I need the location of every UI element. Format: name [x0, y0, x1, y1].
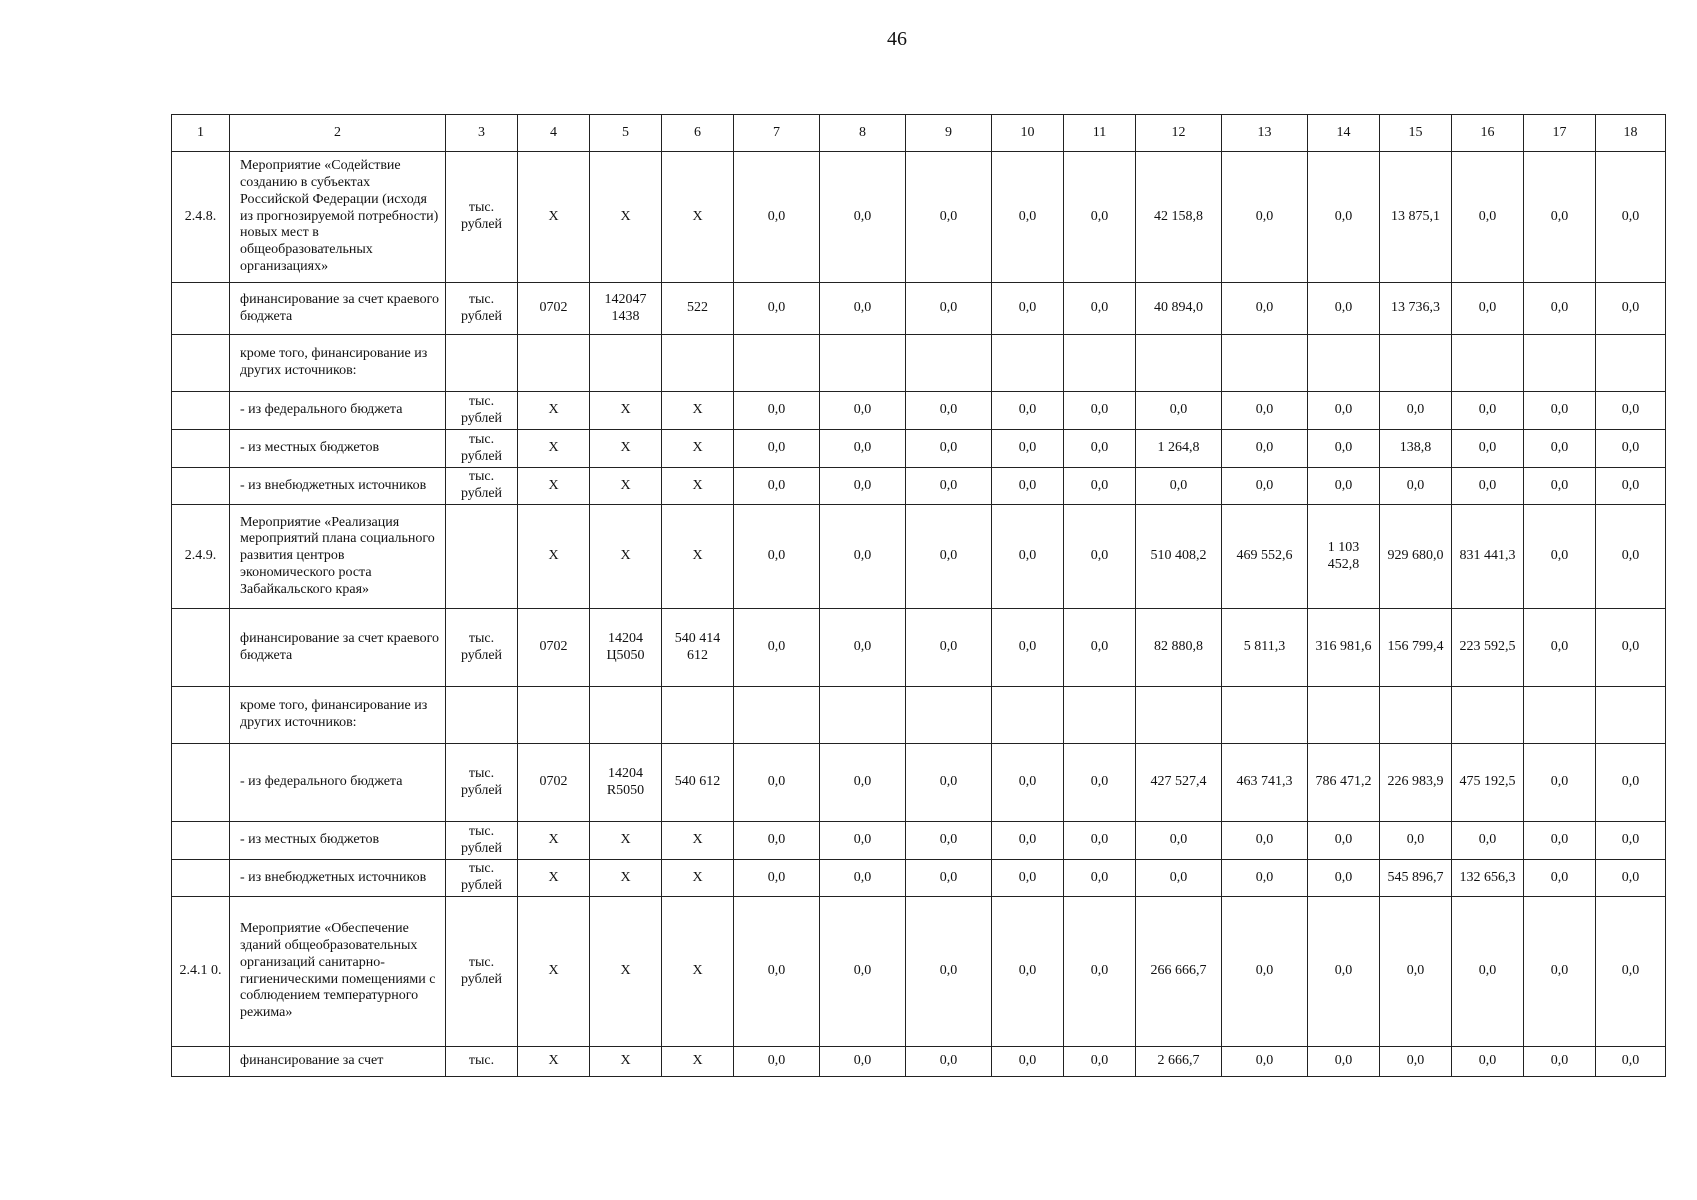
table-cell: 0,0 [1524, 609, 1596, 687]
table-cell: Х [590, 822, 662, 860]
table-cell: 0,0 [1524, 822, 1596, 860]
row-number-cell [172, 744, 230, 822]
table-cell: Х [518, 897, 590, 1047]
table-cell: 0,0 [820, 860, 906, 897]
row-name-cell: Мероприятие «Обеспечение зданий общеобразовательных организаций санитарно-гигиеническими помещениями с соблюдением температурного режима» [230, 897, 446, 1047]
table-cell: Х [518, 430, 590, 468]
table-cell [1524, 335, 1596, 392]
table-cell: 0,0 [820, 283, 906, 335]
table-cell [1452, 687, 1524, 744]
table-cell: 13 875,1 [1380, 152, 1452, 283]
row-name-cell: финансирование за счет краевого бюджета [230, 283, 446, 335]
table-cell: 0,0 [820, 822, 906, 860]
table-cell [992, 687, 1064, 744]
row-number-cell [172, 283, 230, 335]
table-row [172, 744, 1666, 822]
table-cell: 0,0 [906, 505, 992, 609]
table-cell [992, 335, 1064, 392]
budget-table [171, 114, 1666, 1077]
table-cell: 0,0 [906, 822, 992, 860]
table-cell: Х [590, 897, 662, 1047]
table-cell: 0,0 [1380, 392, 1452, 430]
table-cell: тыс. рублей [446, 897, 518, 1047]
table-cell: 42 158,8 [1136, 152, 1222, 283]
table-cell: 0,0 [1380, 1047, 1452, 1077]
table-cell: 0,0 [1596, 152, 1666, 283]
row-number-cell: 2.4.9. [172, 505, 230, 609]
table-cell: 266 666,7 [1136, 897, 1222, 1047]
table-cell: 0,0 [734, 468, 820, 505]
table-cell: 0,0 [992, 744, 1064, 822]
table-cell: 475 192,5 [1452, 744, 1524, 822]
table-cell: 0,0 [1064, 609, 1136, 687]
table-cell [1222, 687, 1308, 744]
table-cell: 0,0 [1308, 860, 1380, 897]
table-cell [1064, 335, 1136, 392]
table-cell: 0,0 [992, 283, 1064, 335]
table-cell: 522 [662, 283, 734, 335]
table-cell: 0,0 [992, 860, 1064, 897]
table-cell: 0,0 [1452, 392, 1524, 430]
table-cell [820, 335, 906, 392]
table-cell: 0,0 [1222, 860, 1308, 897]
table-cell [518, 687, 590, 744]
table-cell: 0,0 [1136, 392, 1222, 430]
table-cell: 0,0 [906, 609, 992, 687]
table-cell: 156 799,4 [1380, 609, 1452, 687]
table-cell: 0,0 [1596, 430, 1666, 468]
table-cell: 0,0 [1308, 430, 1380, 468]
table-cell: 0702 [518, 283, 590, 335]
table-cell: Х [590, 392, 662, 430]
table-cell: 540 612 [662, 744, 734, 822]
header-cell: 4 [518, 115, 590, 152]
table-cell: 510 408,2 [1136, 505, 1222, 609]
table-cell: 0,0 [734, 609, 820, 687]
table-cell [1136, 335, 1222, 392]
row-number-cell [172, 1047, 230, 1077]
table-cell: тыс. рублей [446, 822, 518, 860]
header-cell: 11 [1064, 115, 1136, 152]
table-cell: 0,0 [1596, 609, 1666, 687]
table-cell: 226 983,9 [1380, 744, 1452, 822]
header-cell: 2 [230, 115, 446, 152]
table-cell: 0,0 [906, 392, 992, 430]
row-name-cell: Мероприятие «Содействие созданию в субъектах Российской Федерации (исходя из прогнозируемой потребности) новых мест в общеобразовательных организациях» [230, 152, 446, 283]
table-cell: 0,0 [734, 430, 820, 468]
table-cell: 0,0 [992, 1047, 1064, 1077]
table-cell: 0,0 [1222, 822, 1308, 860]
row-number-cell [172, 860, 230, 897]
table-cell: 0,0 [992, 468, 1064, 505]
table-cell [446, 335, 518, 392]
table-cell: 0,0 [1064, 152, 1136, 283]
row-name-cell: - из внебюджетных источников [230, 860, 446, 897]
table-cell: Х [518, 1047, 590, 1077]
table-cell: 316 981,6 [1308, 609, 1380, 687]
table-cell: 0,0 [1380, 897, 1452, 1047]
table-cell: 0,0 [906, 430, 992, 468]
table-cell: 0,0 [820, 430, 906, 468]
table-cell: 0,0 [1064, 505, 1136, 609]
table-cell [590, 687, 662, 744]
table-cell: 0,0 [820, 609, 906, 687]
table-cell: 0,0 [1136, 860, 1222, 897]
header-cell: 1 [172, 115, 230, 152]
table-cell: 0,0 [992, 152, 1064, 283]
table-row [172, 1047, 1666, 1077]
table-cell: 0,0 [1380, 468, 1452, 505]
table-cell: Х [518, 822, 590, 860]
table-cell: тыс. рублей [446, 283, 518, 335]
table-cell: Х [590, 505, 662, 609]
table-cell: 0,0 [1064, 1047, 1136, 1077]
table-cell: 0,0 [1308, 283, 1380, 335]
table-cell: 0,0 [1596, 468, 1666, 505]
table-cell: 0,0 [820, 392, 906, 430]
table-cell: 40 894,0 [1136, 283, 1222, 335]
table-cell [662, 335, 734, 392]
header-cell: 16 [1452, 115, 1524, 152]
header-cell: 15 [1380, 115, 1452, 152]
table-cell: 0,0 [1380, 822, 1452, 860]
table-cell: 0,0 [1524, 744, 1596, 822]
row-name-cell: кроме того, финансирование из других источников: [230, 335, 446, 392]
header-cell: 14 [1308, 115, 1380, 152]
header-cell: 18 [1596, 115, 1666, 152]
table-cell: 0,0 [1596, 860, 1666, 897]
table-cell: 786 471,2 [1308, 744, 1380, 822]
table-cell: 1 103 452,8 [1308, 505, 1380, 609]
table-cell: 0,0 [1308, 392, 1380, 430]
table-cell: 0,0 [1222, 1047, 1308, 1077]
header-cell: 12 [1136, 115, 1222, 152]
table-cell [518, 335, 590, 392]
table-cell: 0,0 [820, 152, 906, 283]
table-cell: 0,0 [1524, 860, 1596, 897]
table-cell: 0702 [518, 609, 590, 687]
table-cell: Х [662, 152, 734, 283]
table-cell: 0,0 [1596, 283, 1666, 335]
table-cell: 0,0 [992, 392, 1064, 430]
table-cell [1136, 687, 1222, 744]
row-name-cell: - из внебюджетных источников [230, 468, 446, 505]
table-cell: 0,0 [1524, 430, 1596, 468]
table-cell: 0,0 [992, 505, 1064, 609]
table-cell: 0,0 [734, 392, 820, 430]
table-cell: 0,0 [1524, 152, 1596, 283]
table-cell: 0,0 [820, 468, 906, 505]
table-cell: 0,0 [820, 897, 906, 1047]
table-cell: 0,0 [734, 897, 820, 1047]
table-cell [820, 687, 906, 744]
row-number-cell: 2.4.8. [172, 152, 230, 283]
table-cell: 132 656,3 [1452, 860, 1524, 897]
table-cell: 0,0 [906, 897, 992, 1047]
table-cell: 0,0 [1308, 897, 1380, 1047]
header-cell: 5 [590, 115, 662, 152]
table-cell: 0,0 [1308, 152, 1380, 283]
row-number-cell [172, 468, 230, 505]
table-cell: Х [590, 860, 662, 897]
table-cell: Х [662, 822, 734, 860]
table-cell: 427 527,4 [1136, 744, 1222, 822]
table-cell: 469 552,6 [1222, 505, 1308, 609]
table-cell: 0,0 [1524, 392, 1596, 430]
table-cell [1222, 335, 1308, 392]
table-cell: 0,0 [906, 283, 992, 335]
table-cell: тыс. рублей [446, 430, 518, 468]
table-cell: 0,0 [1308, 822, 1380, 860]
header-cell: 10 [992, 115, 1064, 152]
header-cell: 9 [906, 115, 992, 152]
table-cell: 0,0 [1596, 744, 1666, 822]
table-cell: 0,0 [1222, 392, 1308, 430]
table-body [172, 115, 1666, 1077]
table-cell: 142047 1438 [590, 283, 662, 335]
table-cell [1596, 335, 1666, 392]
table-cell: 0,0 [1064, 822, 1136, 860]
table-cell [1308, 687, 1380, 744]
table-cell: 0,0 [1222, 283, 1308, 335]
table-cell: 0,0 [992, 430, 1064, 468]
table-cell: 0,0 [992, 822, 1064, 860]
row-name-cell: - из местных бюджетов [230, 822, 446, 860]
table-cell [662, 687, 734, 744]
table-cell: 0,0 [1064, 468, 1136, 505]
row-name-cell: Мероприятие «Реализация мероприятий плана социального развития центров экономического роста Забайкальского края» [230, 505, 446, 609]
table-cell: 540 414 612 [662, 609, 734, 687]
table-cell: Х [590, 152, 662, 283]
table-cell: 0,0 [1136, 822, 1222, 860]
table-row [172, 609, 1666, 687]
header-cell: 6 [662, 115, 734, 152]
row-name-cell: кроме того, финансирование из других источников: [230, 687, 446, 744]
table-cell: 0702 [518, 744, 590, 822]
table-cell: 831 441,3 [1452, 505, 1524, 609]
header-cell: 17 [1524, 115, 1596, 152]
page-number: 46 [887, 28, 907, 50]
table-cell [1524, 687, 1596, 744]
table-cell: Х [518, 505, 590, 609]
table-cell [1064, 687, 1136, 744]
header-cell: 8 [820, 115, 906, 152]
table-cell: Х [518, 860, 590, 897]
table-row [172, 860, 1666, 897]
table-cell [734, 335, 820, 392]
table-cell: Х [590, 430, 662, 468]
table-cell: Х [662, 897, 734, 1047]
row-number-cell: 2.4.1 0. [172, 897, 230, 1047]
table-cell: Х [662, 505, 734, 609]
table-cell: тыс. рублей [446, 468, 518, 505]
table-cell: 0,0 [1222, 152, 1308, 283]
table-cell: 14204 Ц5050 [590, 609, 662, 687]
table-cell: 0,0 [820, 744, 906, 822]
table-cell: 0,0 [992, 897, 1064, 1047]
table-cell: 0,0 [906, 744, 992, 822]
table-cell: 0,0 [906, 468, 992, 505]
table-cell: 0,0 [1222, 897, 1308, 1047]
table-cell: 0,0 [1596, 897, 1666, 1047]
table-cell: 0,0 [1596, 1047, 1666, 1077]
table-cell [446, 687, 518, 744]
table-cell: 0,0 [1452, 283, 1524, 335]
row-number-cell [172, 430, 230, 468]
table-row [172, 468, 1666, 505]
table-cell: 0,0 [734, 822, 820, 860]
table-cell: 0,0 [1136, 468, 1222, 505]
table-cell: Х [662, 1047, 734, 1077]
table-cell [906, 335, 992, 392]
table-cell: 0,0 [1064, 430, 1136, 468]
table-row [172, 335, 1666, 392]
row-number-cell [172, 687, 230, 744]
table-cell [1452, 335, 1524, 392]
table-cell: 0,0 [734, 283, 820, 335]
table-cell: тыс. рублей [446, 744, 518, 822]
table-row [172, 430, 1666, 468]
row-number-cell [172, 822, 230, 860]
table-cell: 0,0 [1064, 744, 1136, 822]
table-cell: 0,0 [992, 609, 1064, 687]
table-row [172, 687, 1666, 744]
table-cell: 0,0 [906, 1047, 992, 1077]
table-cell: Х [662, 468, 734, 505]
table-cell: 138,8 [1380, 430, 1452, 468]
table-cell: 0,0 [1452, 822, 1524, 860]
table-cell: 0,0 [1524, 1047, 1596, 1077]
table-cell: Х [518, 468, 590, 505]
table-cell: 2 666,7 [1136, 1047, 1222, 1077]
table-cell: 5 811,3 [1222, 609, 1308, 687]
table-cell [1596, 687, 1666, 744]
table-cell: тыс. рублей [446, 609, 518, 687]
table-cell: 0,0 [906, 152, 992, 283]
table-cell: Х [662, 860, 734, 897]
table-cell: 0,0 [1222, 468, 1308, 505]
table-cell: 0,0 [1308, 1047, 1380, 1077]
table-row [172, 822, 1666, 860]
table-cell: 82 880,8 [1136, 609, 1222, 687]
table-cell: 463 741,3 [1222, 744, 1308, 822]
table-cell: 0,0 [1452, 897, 1524, 1047]
table-row [172, 505, 1666, 609]
table-cell: 0,0 [1524, 468, 1596, 505]
table-row [172, 897, 1666, 1047]
row-number-cell [172, 335, 230, 392]
table-cell: 0,0 [1524, 505, 1596, 609]
table-cell: 0,0 [734, 152, 820, 283]
row-name-cell: - из федерального бюджета [230, 392, 446, 430]
table-cell: 13 736,3 [1380, 283, 1452, 335]
row-name-cell: финансирование за счет краевого бюджета [230, 609, 446, 687]
table-cell: тыс. рублей [446, 152, 518, 283]
table-cell: 1 264,8 [1136, 430, 1222, 468]
table-cell: 0,0 [1452, 468, 1524, 505]
table-cell: 0,0 [906, 860, 992, 897]
table-cell: 0,0 [1064, 860, 1136, 897]
table-cell: тыс. рублей [446, 860, 518, 897]
table-cell: 0,0 [1308, 468, 1380, 505]
table-cell: 0,0 [1452, 152, 1524, 283]
table-cell: 0,0 [1222, 430, 1308, 468]
table-cell [906, 687, 992, 744]
table-cell: 0,0 [1064, 392, 1136, 430]
header-cell: 13 [1222, 115, 1308, 152]
table-cell: 0,0 [1064, 283, 1136, 335]
table-cell [446, 505, 518, 609]
table-cell: 0,0 [1596, 392, 1666, 430]
table-cell: 0,0 [1452, 430, 1524, 468]
table-cell: Х [518, 152, 590, 283]
table-cell: 14204 R5050 [590, 744, 662, 822]
table-cell: тыс. рублей [446, 392, 518, 430]
table-cell: Х [590, 1047, 662, 1077]
table-cell: 0,0 [1596, 505, 1666, 609]
table-cell: 0,0 [734, 505, 820, 609]
table-cell [1380, 687, 1452, 744]
header-cell: 7 [734, 115, 820, 152]
table-cell: 0,0 [1064, 897, 1136, 1047]
table-cell: 929 680,0 [1380, 505, 1452, 609]
table-cell: 0,0 [1452, 1047, 1524, 1077]
table-cell: Х [590, 468, 662, 505]
table-cell: 0,0 [820, 1047, 906, 1077]
table-cell: 0,0 [820, 505, 906, 609]
table-cell [734, 687, 820, 744]
row-name-cell: - из федерального бюджета [230, 744, 446, 822]
table-cell [590, 335, 662, 392]
table-cell: 0,0 [1524, 283, 1596, 335]
header-cell: 3 [446, 115, 518, 152]
table-cell: 0,0 [1596, 822, 1666, 860]
table-cell: 0,0 [734, 1047, 820, 1077]
header-row [172, 115, 1666, 152]
table-row [172, 283, 1666, 335]
row-number-cell [172, 609, 230, 687]
table-cell: 0,0 [734, 744, 820, 822]
table-row [172, 392, 1666, 430]
row-name-cell: финансирование за счет [230, 1047, 446, 1077]
table-cell: Х [662, 392, 734, 430]
row-number-cell [172, 392, 230, 430]
table-cell: тыс. [446, 1047, 518, 1077]
table-cell: 0,0 [1524, 897, 1596, 1047]
table-cell: Х [518, 392, 590, 430]
table-cell: 0,0 [734, 860, 820, 897]
table-row [172, 152, 1666, 283]
table-cell [1308, 335, 1380, 392]
table-cell [1380, 335, 1452, 392]
table-cell: Х [662, 430, 734, 468]
table-cell: 223 592,5 [1452, 609, 1524, 687]
table-cell: 545 896,7 [1380, 860, 1452, 897]
row-name-cell: - из местных бюджетов [230, 430, 446, 468]
